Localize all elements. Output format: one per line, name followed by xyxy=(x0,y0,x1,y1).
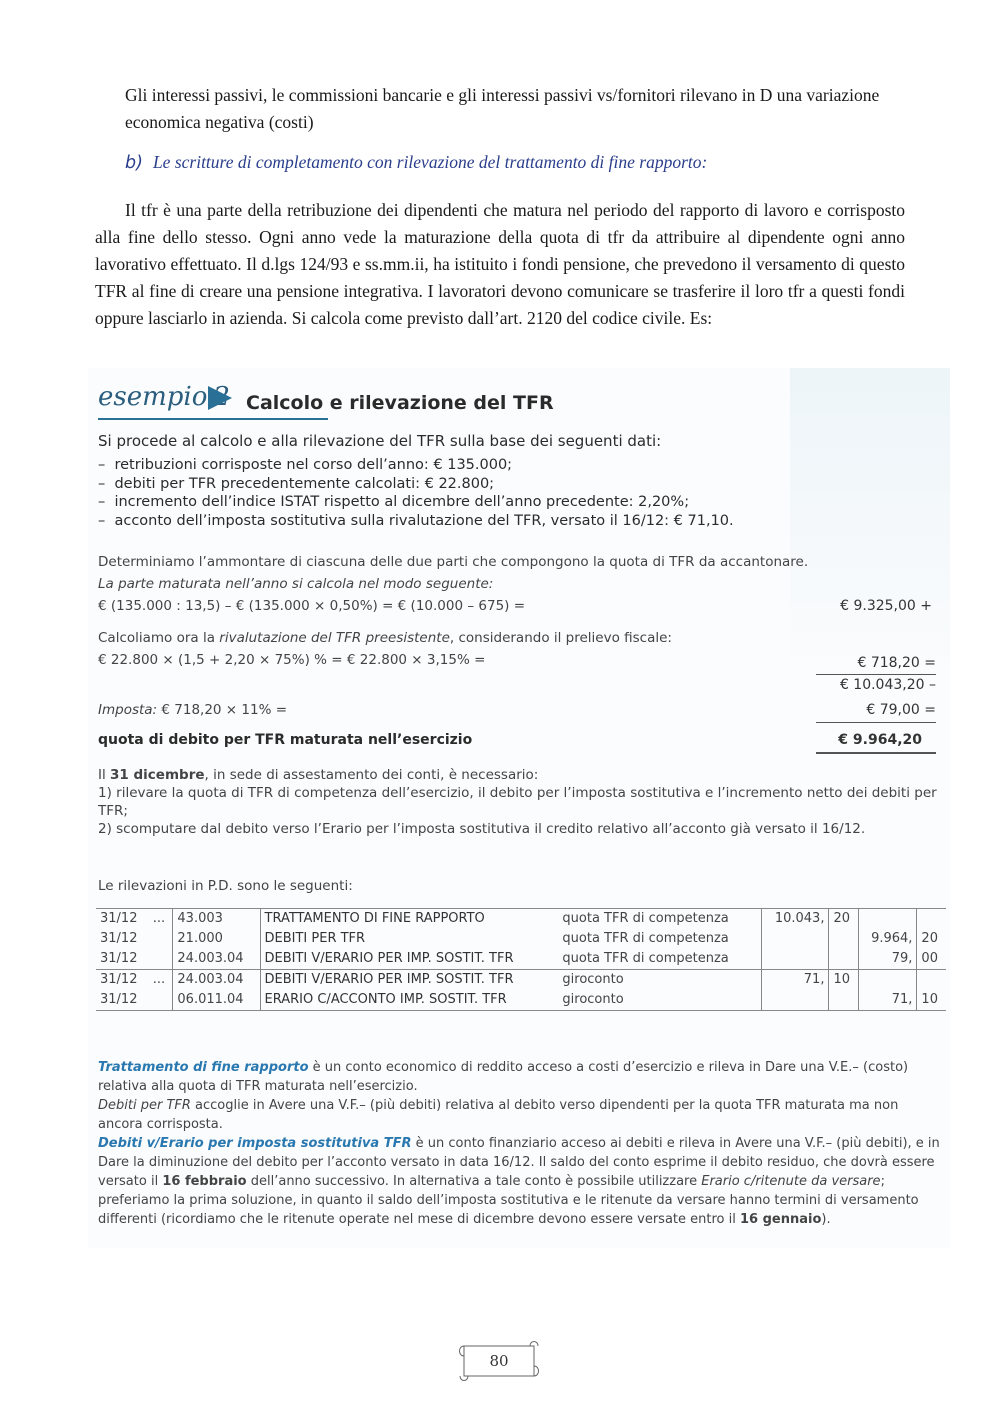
data-item: – retribuzioni corrisposte nel corso dell’anno: € 135.000; xyxy=(98,457,513,473)
ledger-row: 31/12 06.011.04 ERARIO C/ACCONTO IMP. SOSTIT. TFR giroconto 71, 10 xyxy=(96,990,946,1011)
calc-formula: € 22.800 × (1,5 + 2,20 × 75%) % = € 22.800 × 3,15% = xyxy=(98,652,486,668)
paragraph-interessi: Gli interessi passivi, le commissioni bancarie e gli interessi passivi vs/fornitori rilevano in D una variazione economica negativa (costi) xyxy=(125,85,880,132)
calc-line: La parte maturata nell’anno si calcola nel modo seguente: xyxy=(98,576,494,592)
ledger-row: 31/12 ... 24.003.04 DEBITI V/ERARIO PER IMP. SOSTIT. TFR giroconto 71, 10 xyxy=(96,970,946,991)
page-number: 80 xyxy=(489,1352,509,1370)
ledger-intro: Le rilevazioni in P.D. sono le seguenti: xyxy=(98,878,353,894)
section-letter: b) xyxy=(125,153,143,173)
footnotes xyxy=(98,1058,946,1229)
section-title: Le scritture di completamento con rilevazione del trattamento di fine rapporto: xyxy=(152,152,708,172)
example-underline xyxy=(98,418,328,420)
calc-line: Imposta: € 718,20 × 11% = xyxy=(98,702,288,718)
section-heading-b xyxy=(125,152,707,173)
calc-line: Determiniamo l’ammontare di ciascuna delle due parti che compongono la quota di TFR da accantonare. xyxy=(98,554,809,570)
ledger-row: 31/12 24.003.04 DEBITI V/ERARIO PER IMP. SOSTIT. TFR quota TFR di competenza 79, 00 xyxy=(96,949,946,970)
ledger-row: 31/12 21.000 DEBITI PER TFR quota TFR di competenza 9.964, 20 xyxy=(96,929,946,949)
example-number: 2 xyxy=(213,382,230,412)
page-number-scroll xyxy=(456,1338,542,1384)
arrow-icon xyxy=(208,386,232,410)
amount-quota-maturata: € 9.325,00 + xyxy=(840,598,932,614)
data-item: – debiti per TFR precedentemente calcolati: € 22.800; xyxy=(98,475,495,492)
sum-rule xyxy=(816,674,936,675)
example-scan xyxy=(88,368,950,1248)
paragraph-tfr: Il tfr è una parte della retribuzione dei dipendenti che matura nel periodo del rapporto di lavoro e corrisposto alla fine dello stesso. Ogni anno vede la maturazione della quota di tfr da attribuire al dipendente ogni anno lavorativo effettuato. Il d.lgs 124/93 e ss.mm.ii, ha istituito i fondi pensione, che prevedono il versamento di questo TFR al fine di creare una pensione integrativa. I lavoratori devono comunicare se trasferire il loro tfr a questi fondi oppure lasciarlo in azienda. Si calcola come previsto dall’art. 2120 del codice civile. Es: xyxy=(95,200,905,328)
december-step: 1) rilevare la quota di TFR di competenza dell’esercizio, il debito per l’imposta sostitutiva e l’incremento netto dei debiti per TFR; xyxy=(98,785,937,819)
scan-background-decoration xyxy=(790,368,950,688)
calc-formula: € (135.000 : 13,5) – € (135.000 × 0,50%) = € (10.000 – 675) = xyxy=(98,598,526,614)
example-data-list xyxy=(98,456,798,530)
calc-line: Calcoliamo ora la rivalutazione del TFR preesistente, considerando il prelievo fiscale: xyxy=(98,630,672,646)
amount-subtotal: € 10.043,20 – xyxy=(839,677,936,693)
ledger-row: 31/12 ... 43.003 TRATTAMENTO DI FINE RAPPORTO quota TFR di competenza 10.043, 20 xyxy=(96,909,946,930)
december-step: 2) scomputare dal debito verso l’Erario per l’imposta sostitutiva il credito relativo all’acconto già versato il 16/12. xyxy=(98,821,866,837)
footnote-tfr: Trattamento di fine rapporto è un conto economico di reddito acceso a costi d’esercizio e rileva in Dare una V.E.– (costo) relativa alla quota di TFR maturata nell’esercizio. xyxy=(98,1060,909,1094)
ledger-table xyxy=(96,908,946,1011)
total-double-rule xyxy=(816,752,936,754)
example-word: esempio xyxy=(98,382,208,412)
data-item: – incremento dell’indice ISTAT rispetto al dicembre dell’anno precedente: 2,20%; xyxy=(98,494,690,510)
example-intro: Si procede al calcolo e alla rilevazione del TFR sulla base dei seguenti dati: xyxy=(98,432,662,450)
amount-rivalutazione: € 718,20 = xyxy=(857,655,936,671)
amount-total: € 9.964,20 xyxy=(838,732,922,748)
data-item: – acconto dell’imposta sostitutiva sulla rivalutazione del TFR, versato il 16/12: € 71,10. xyxy=(98,512,734,529)
december-note xyxy=(98,766,943,838)
footnote-erario: Debiti v/Erario per imposta sostitutiva TFR è un conto finanziario acceso ai debiti e rileva in Avere una V.F.– (più debiti), e in Dare la diminuzione del debito per l’acconto versato in data 16/12. Il saldo del conto esprime il debito residuo, che dovrà essere versato il 16 febbraio dell’anno successivo. In alternativa a tale conto è possibile utilizzare Erario c/ritenute da versare; preferiamo la prima soluzione, in quanto il saldo dell’imposta sostitutiva e le ritenute da versare hanno termini di versamento differenti (ricordiamo che le ritenute operate nel mese di dicembre devono essere versate entro il 16 gennaio). xyxy=(98,1136,940,1227)
sum-rule xyxy=(816,722,936,723)
amount-imposta: € 79,00 = xyxy=(866,702,936,718)
december-intro: Il 31 dicembre, in sede di assestamento dei conti, è necessario: xyxy=(98,767,539,783)
example-title: Calcolo e rilevazione del TFR xyxy=(246,392,554,414)
footnote-debiti: Debiti per TFR accoglie in Avere una V.F.– (più debiti) relativa al debito verso dipendenti per la quota TFR maturata ma non ancora corrisposta. xyxy=(98,1098,899,1132)
total-label: quota di debito per TFR maturata nell’esercizio xyxy=(98,732,473,748)
